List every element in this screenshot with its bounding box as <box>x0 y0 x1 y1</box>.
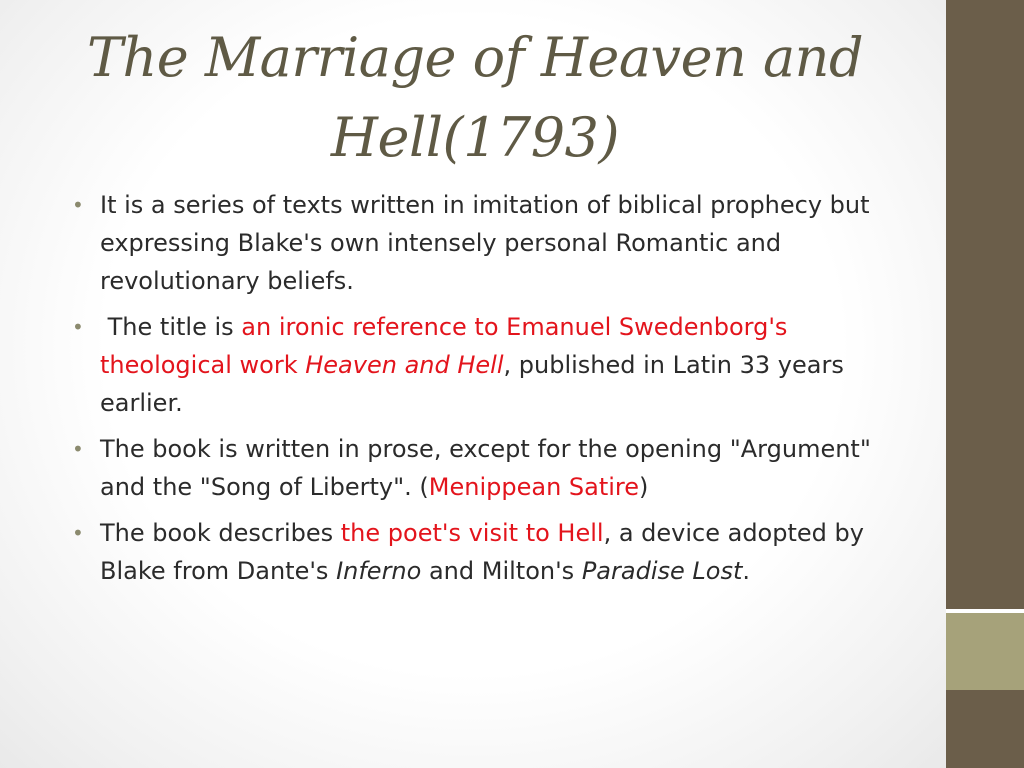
bullet-text: , published in Latin 33 years earlier. <box>100 351 844 417</box>
bullet-text: . <box>742 557 750 585</box>
bullet-text: ) <box>639 473 649 501</box>
highlighted-text: Menippean Satire <box>428 473 640 501</box>
bullet-marker: • <box>72 315 84 339</box>
italic-title: Paradise Lost <box>581 557 743 585</box>
highlighted-italic-title: Heaven and Hell <box>305 351 504 379</box>
bullet-item-3 <box>72 430 892 506</box>
italic-title: Inferno <box>336 557 422 585</box>
title-line-1: The Marriage of Heaven and <box>86 26 864 89</box>
bullet-item-4 <box>72 514 892 590</box>
bullet-marker: • <box>72 521 84 545</box>
bullet-text: The book is written in prose, except for the opening "Argument" and the "Song of Liberty". ( <box>100 435 871 501</box>
bullet-list <box>72 186 892 598</box>
slide-title <box>60 18 890 178</box>
bullet-text: The book describes <box>100 519 341 547</box>
highlighted-text: the poet's visit to Hell <box>340 519 604 547</box>
bullet-text: , a device adopted by Blake from Dante's <box>100 519 864 585</box>
highlighted-text: an ironic reference to Emanuel Swedenborg's theological work <box>100 313 788 379</box>
sidebar-accent-block <box>946 613 1024 690</box>
bullet-marker: • <box>72 437 84 461</box>
bullet-text: and Milton's <box>421 557 582 585</box>
bullet-item-2 <box>72 308 892 422</box>
bullet-text: It is a series of texts written in imitation of biblical prophecy but expressing Blake's own intensely personal Romantic and revolutionary beliefs. <box>100 191 870 295</box>
bullet-marker: • <box>72 193 84 217</box>
bullet-text: The title is <box>100 313 242 341</box>
title-line-2: Hell(1793) <box>330 106 620 169</box>
bullet-item-1 <box>72 186 892 300</box>
